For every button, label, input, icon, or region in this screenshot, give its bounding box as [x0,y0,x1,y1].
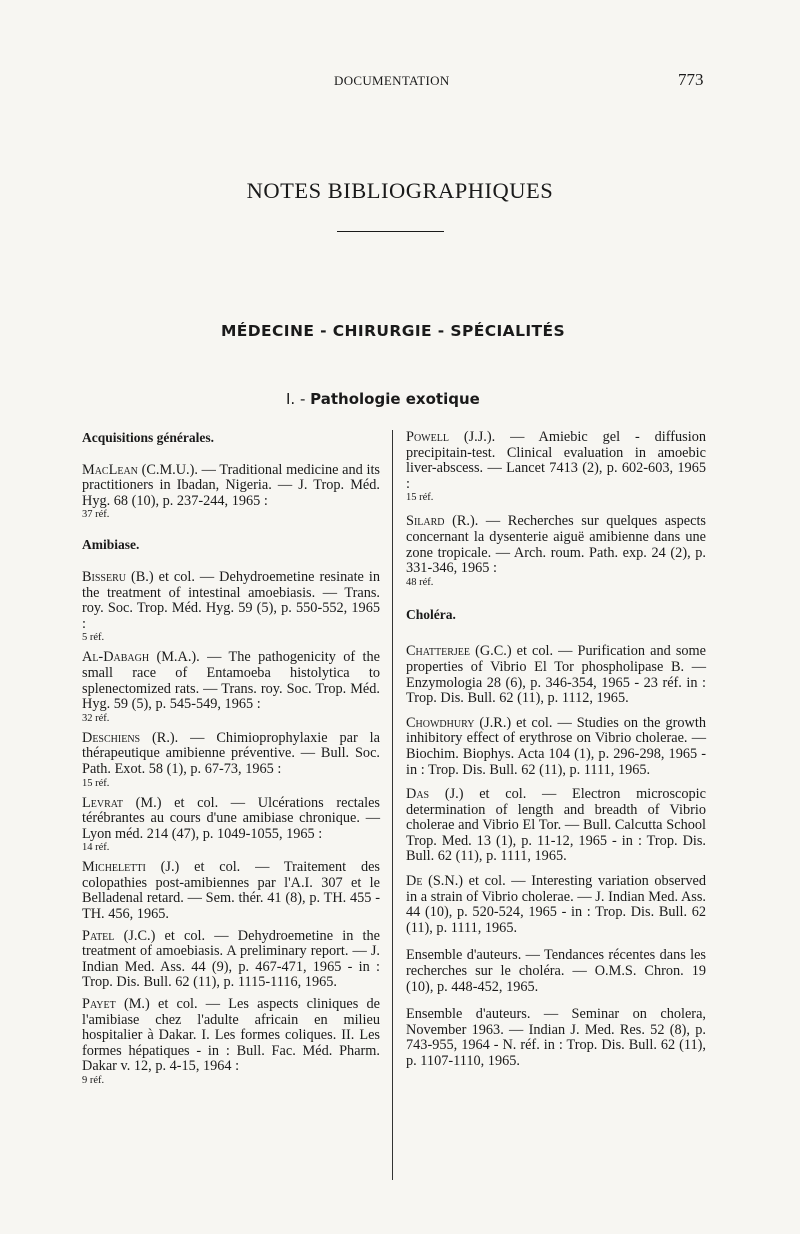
entry-author: Silard [406,513,445,530]
entry-text: (M.) et col. — Ulcérations rectales térébrantes au cours d'une amibiase chronique. — Lyon méd. 214 (47), p. 1049-1055, 1965 : [82,794,380,842]
bib-entry [82,650,380,712]
entry-refs: 15 réf. [82,777,110,789]
entry-text: (J.R.) et col. — Studies on the growth inhibitory effect of erythrose on Vibrio cholerae. — Biochim. Biophys. Acta 104 (1), p. 296-298, 1965 - in : Trop. Dis. Bull. 62 (11), p. 1111, 1965. [406,714,706,778]
bib-entry [406,948,706,995]
entry-text: (R.). — Recherches sur quelques aspects concernant la dysenterie aiguë amibienne dans une zone tropicale. — Arch. roum. Path. exp. 24 (2), p. 331-346, 1965 : [406,513,707,577]
bib-entry [406,644,706,706]
entry-author: De [406,873,423,890]
entry-text: (M.) et col. — Les aspects cliniques de l'amibiase chez l'adulte africain en milieu hospitalier à Dakar. I. Les formes coliques. II. Les formes hépatiques - in : Bull. Fac. Méd. Pharm. Dakar v. 12, p. 4-15, 1964 : [82,996,380,1075]
heading-cholera: Choléra. [406,606,456,622]
section-title: MÉDECINE - CHIRURGIE - SPÉCIALITÉS [220,322,566,340]
subsection-title [286,390,480,408]
entry-text: (R.). — Chimioprophylaxie par la thérapeutique amibienne préventive. — Bull. Soc. Path. Exot. 58 (1), p. 67-73, 1965 : [82,729,381,777]
left-column [82,430,380,1087]
entry-text: (J.J.). — Amiebic gel - diffusion precipitain-test. Clinical evaluation in amoebic liver-abscess. — Lancet 7413 (2), p. 602-603, 1965 : [406,429,707,492]
entry-text: (J.C.) et col. — Dehydroemetine in the treatment of amoebiasis. A preliminary report. — J. Indian Med. Ass. 44 (9), p. 467-471, 1965 - in : Trop. Dis. Bull. 62 (11), p. 1115-1116, 1965. [82,927,381,991]
entry-author: Chatterjee [406,643,470,660]
entry-text: (C.M.U.). — Traditional medicine and its practitioners in Ibadan, Nigeria. — J. Trop. Méd. Hyg. 68 (10), p. 237-244, 1965 : [82,461,380,509]
bib-entry [406,1007,706,1069]
entry-text: (B.) et col. — Dehydroemetine resinate in the treatment of intestinal amoebiasis. — Trans. roy. Soc. Trop. Méd. Hyg. 59 (5), p. 550-552, 1965 : [82,568,380,632]
entry-refs: 15 réf. [406,492,434,504]
bib-entry [82,929,380,991]
entry-text: (G.C.) et col. — Purification and some properties of Vibrio El Tor phospholipase B. — Enzymologia 28 (6), p. 346-354, 1965 - 23 réf. in : Trop. Dis. Bull. 62 (11), p. 1112, 1965. [406,643,706,707]
column-divider [392,430,393,1180]
entry-text: Ensemble d'auteurs. — Seminar on cholera, November 1963. — Indian J. Med. Res. 52 (8), p. 743-955, 1964 - N. réf. in : Trop. Dis. Bull. 62 (11), p. 1107-1110, 1965. [406,1006,706,1069]
title-divider [337,231,444,232]
bib-entry [82,860,380,922]
entry-author: Powell [406,429,449,445]
page-number: 773 [678,70,704,89]
bib-entry [82,796,380,843]
entry-refs: 14 réf. [82,842,110,854]
entry-author: Micheletti [82,859,146,876]
entry-text: (J.) et col. — Electron microscopic determination of length and breadth of Vibrio cholerae and Vibrio El Tor. — Bull. Calcutta School Trop. Med. 13 (1), p. 11-12, 1965 - in : Trop. Dis. Bull. 62 (11), p. 1111, 1965. [406,786,706,865]
entry-author: Bisseru [82,568,126,585]
bib-entry [406,716,706,778]
bib-entry [406,514,706,576]
bib-entry [406,787,706,865]
entry-refs: 37 réf. [82,509,110,521]
entry-refs: 9 réf. [82,1075,105,1086]
right-column [406,430,706,1070]
entry-author: Das [406,786,430,803]
entry-refs: 48 réf. [406,576,434,588]
entry-author: MacLean [82,461,138,478]
bib-entry [82,997,380,1075]
heading-acquisitions: Acquisitions générales. [82,430,215,445]
bib-entry [82,570,380,632]
entry-text: Ensemble d'auteurs. — Tendances récentes dans les recherches sur le choléra. — O.M.S. Chron. 19 (10), p. 448-452, 1965. [406,947,706,995]
bib-entry [406,874,706,936]
entry-refs: 5 réf. [82,632,105,644]
entry-author: Deschiens [82,729,141,746]
entry-author: Payet [82,996,116,1013]
entry-refs: 32 réf. [82,712,110,724]
entry-text: (M.A.). — The pathogenicity of the small race of Entamoeba histolytica to splenectomized rats. — Trans. roy. Soc. Trop. Méd. Hyg. 59 (5), p. 545-549, 1965 : [82,649,380,713]
entry-author: Levrat [82,794,123,811]
heading-amibiase: Amibiase. [82,537,140,553]
entry-text: (S.N.) et col. — Interesting variation observed in a strain of Vibrio cholerae. — J. Indian Med. Ass. 44 (10), p. 520-524, 1965 - in : Trop. Dis. Bull. 62 (11), p. 1111, 1965. [406,873,707,936]
running-header: DOCUMENTATION [334,73,450,88]
subsection-name: Pathologie exotique [310,390,480,408]
entry-author: Al-Dabagh [82,649,150,666]
bib-entry [82,463,380,510]
entry-author: Patel [82,927,115,944]
page-title: NOTES BIBLIOGRAPHIQUES [246,178,554,203]
bib-entry [406,430,706,492]
entry-text: (J.) et col. — Traitement des colopathies post-amibiennes par l'A.I. 307 et le Belladenal retard. — Sem. thér. 41 (8), p. TH. 455 - TH. 456, 1965. [82,859,380,923]
entry-author: Chowdhury [406,714,475,731]
subsection-number: I. - [286,390,306,408]
bib-entry [82,731,380,778]
